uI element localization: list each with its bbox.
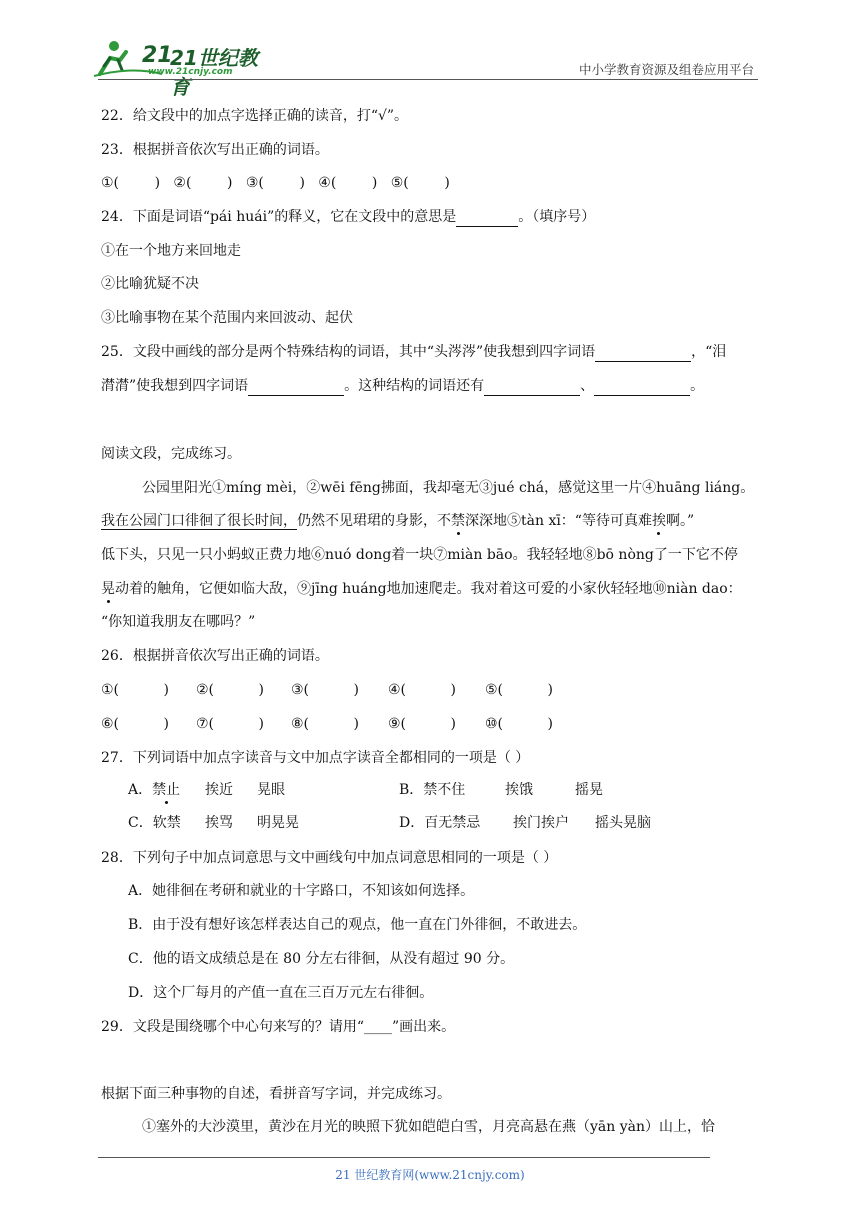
question-24 bbox=[101, 207, 595, 227]
answer-blank[interactable] bbox=[484, 379, 580, 396]
q27-option-d[interactable] bbox=[399, 813, 480, 833]
option-label: B． bbox=[399, 782, 424, 798]
q28-option-a[interactable]: A．她徘徊在考研和就业的十字路口，不知该如何选择。 bbox=[128, 883, 475, 899]
underlined-sentence: 我在公园门口徘徊了很长时间， bbox=[101, 513, 297, 529]
passage-line-2 bbox=[101, 511, 694, 531]
passage-line-1: 公园里阳光①míng mèi，②wēi fēng拂面，我却毫无③jué chá，感觉这里一片④huāng liáng。 bbox=[142, 480, 755, 496]
q27-option-c-word3: 明晃晃 bbox=[257, 815, 299, 831]
q24-option-3: ③比喻事物在某个范围内来回波动、起伏 bbox=[101, 310, 353, 326]
passage-line-5: “你知道我朋友在哪吗？” bbox=[101, 614, 256, 630]
option-label: C． bbox=[128, 815, 153, 831]
answer-blank[interactable] bbox=[594, 379, 690, 396]
question-25-line-2 bbox=[101, 376, 704, 396]
question-25-text: 。 bbox=[690, 378, 705, 394]
passage-text: 深深地⑤tàn xī：“等待可真难 bbox=[465, 513, 652, 529]
logo bbox=[92, 36, 262, 99]
q27-option-d-word2: 挨门挨户 bbox=[513, 815, 569, 831]
q27-option-d-word3: 摇头晃脑 bbox=[595, 815, 651, 831]
passage-line-3: 低下头，只见一只小蚂蚁正费力地⑥nuó dong着一块⑦miàn bāo。我轻轻地⑧bō nòng了一下它不停 bbox=[101, 547, 738, 563]
question-22: 22．给文段中的加点字选择正确的读音，打“√”。 bbox=[101, 108, 409, 124]
question-24-suffix: 。（填序号） bbox=[518, 209, 596, 225]
q27-option-a-word3: 晃眼 bbox=[257, 782, 285, 798]
option-word: 软禁 bbox=[152, 815, 181, 831]
q27-option-a[interactable] bbox=[128, 780, 180, 800]
option-word: 百无禁忌 bbox=[424, 815, 481, 831]
q24-option-1: ①在一个地方来回地走 bbox=[101, 243, 241, 259]
option-label: A． bbox=[128, 782, 153, 798]
q28-option-c[interactable]: C．他的语文成绩总是在 80 分左右徘徊，从没有超过 90 分。 bbox=[128, 951, 515, 967]
passage-text: 动着的触角，它便如临大敌，⑨jīng huáng地加速爬走。我对着这可爱的小家伙轻轻地⑩niàn dao： bbox=[115, 581, 742, 597]
q26-blank-4: ④( ) bbox=[388, 682, 456, 698]
footer-divider bbox=[98, 1157, 710, 1158]
question-25-text: 25．文段中画线的部分是两个特殊结构的词语，其中“头涔涔”使我想到四字词语 bbox=[101, 344, 596, 360]
logo-text: 21世纪教育 bbox=[170, 46, 258, 99]
q27-option-c[interactable] bbox=[128, 813, 181, 833]
section3-passage-line-1: ①塞外的大沙漠里，黄沙在月光的映照下犹如皑皑白雪，月亮高悬在燕（yān yàn）山上，恰 bbox=[142, 1119, 715, 1135]
q26-blank-10: ⑩( ) bbox=[485, 716, 553, 732]
question-25-text: 潸潸”使我想到四字词语 bbox=[101, 378, 249, 394]
q26-blank-5: ⑤( ) bbox=[485, 682, 553, 698]
logo-url: www.21cnjy.com bbox=[148, 67, 233, 77]
svg-text:21: 21 bbox=[142, 43, 173, 68]
option-label: D． bbox=[399, 815, 425, 831]
dotted-char: 挨 bbox=[651, 513, 666, 529]
q26-blank-3: ③( ) bbox=[291, 682, 359, 698]
q27-option-c-word2: 挨骂 bbox=[205, 815, 233, 831]
section-intro-3: 根据下面三种事物的自述，看拼音写字词，并完成练习。 bbox=[101, 1086, 451, 1102]
q26-blank-9: ⑨( ) bbox=[388, 716, 456, 732]
q27-option-b[interactable] bbox=[399, 780, 465, 800]
answer-blank[interactable] bbox=[248, 379, 344, 396]
q28-option-b[interactable]: B．由于没有想好该怎样表达自己的观点，他一直在门外徘徊，不敢进去。 bbox=[128, 917, 587, 933]
question-29: 29．文段是围绕哪个中心句来写的？请用“____”画出来。 bbox=[101, 1019, 456, 1035]
passage-text: 啊。” bbox=[665, 513, 695, 529]
question-28: 28．下列句子中加点词意思与文中画线句中加点词意思相同的一项是（ ） bbox=[101, 850, 558, 866]
question-25-text: ，“泪 bbox=[691, 344, 727, 360]
option-word: 禁止 bbox=[152, 782, 181, 798]
q26-blank-7: ⑦( ) bbox=[196, 716, 264, 732]
answer-blank[interactable] bbox=[456, 210, 518, 227]
question-27: 27．下列词语中加点字读音与文中加点字读音全都相同的一项是（ ） bbox=[101, 750, 530, 766]
q26-blank-1: ①( ) bbox=[101, 682, 169, 698]
option-word: 禁不住 bbox=[423, 782, 466, 798]
passage-line-4 bbox=[101, 579, 742, 599]
question-26: 26．根据拼音依次写出正确的词语。 bbox=[101, 648, 329, 664]
dotted-char: 晃 bbox=[101, 581, 115, 597]
dotted-char: 禁 bbox=[451, 513, 465, 529]
q27-option-b-word3: 摇晃 bbox=[575, 782, 603, 798]
question-25-text: 、 bbox=[580, 378, 595, 394]
question-23-blanks: ①( ) ②( ) ③( ) ④( ) ⑤( ) bbox=[101, 175, 450, 191]
question-25-text: 。这种结构的词语还有 bbox=[344, 378, 485, 394]
q26-blank-2: ②( ) bbox=[196, 682, 264, 698]
passage-text: 仍然不见珺珺的身影，不 bbox=[297, 513, 451, 529]
q24-option-2: ②比喻犹疑不决 bbox=[101, 276, 199, 292]
question-23: 23．根据拼音依次写出正确的词语。 bbox=[101, 142, 329, 158]
question-24-text: 24．下面是词语“pái huái”的释义，它在文段中的意思是 bbox=[101, 209, 457, 225]
platform-name: 中小学教育资源及组卷应用平台 bbox=[578, 62, 754, 77]
question-25-line-1 bbox=[101, 342, 726, 362]
q28-option-d[interactable]: D．这个厂每月的产值一直在三百万元左右徘徊。 bbox=[128, 985, 434, 1001]
q27-option-b-word2: 挨饿 bbox=[505, 782, 533, 798]
answer-blank[interactable] bbox=[595, 345, 691, 362]
q27-option-a-word2: 挨近 bbox=[205, 782, 233, 798]
q26-blank-6: ⑥( ) bbox=[101, 716, 169, 732]
header-divider bbox=[98, 79, 758, 80]
section-intro: 阅读文段，完成练习。 bbox=[101, 446, 241, 462]
footer-text[interactable]: 21 世纪教育网(www.21cnjy.com) bbox=[335, 1168, 525, 1182]
q26-blank-8: ⑧( ) bbox=[291, 716, 359, 732]
